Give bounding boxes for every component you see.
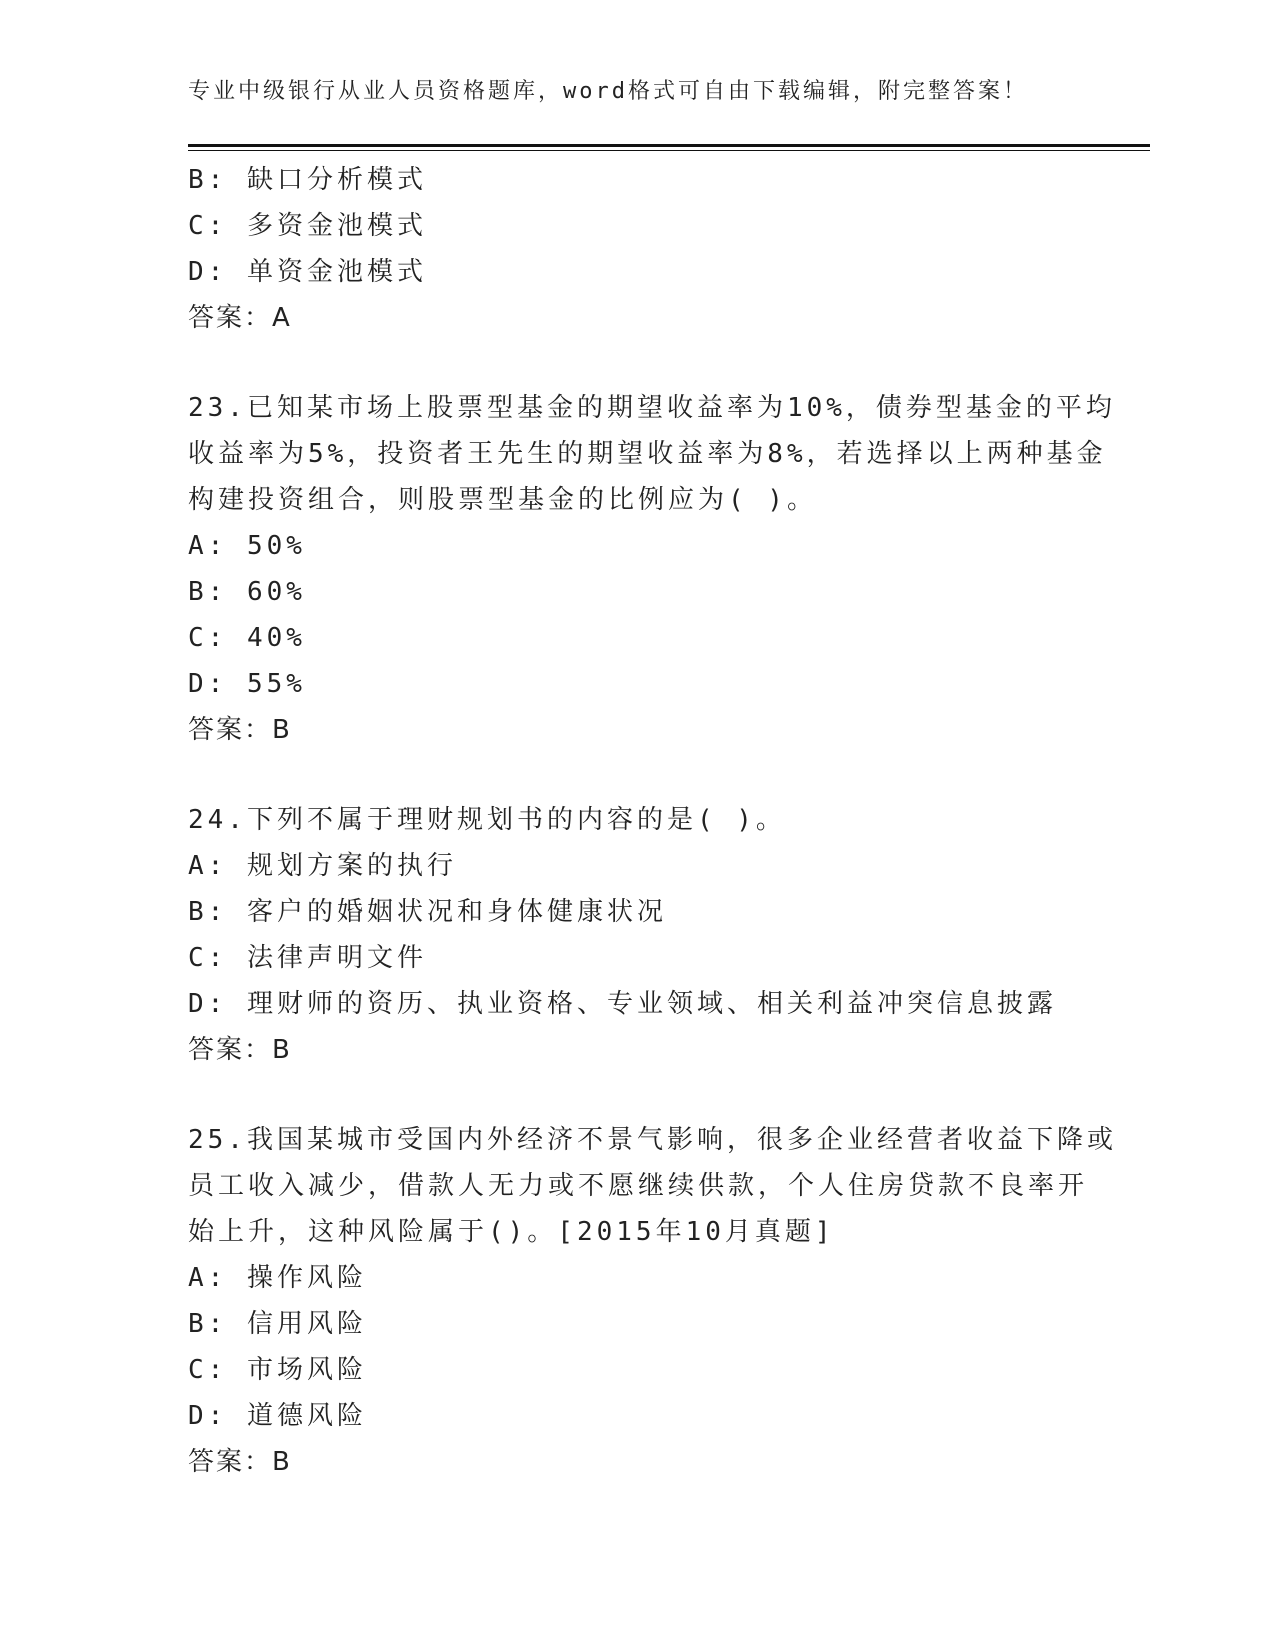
option-a: A: 规划方案的执行 [188,851,457,881]
answer: 答案：A [188,303,292,333]
question-stem-line: 收益率为5%，投资者王先生的期望收益率为8%，若选择以上两种基金 [188,439,1107,469]
question-stem-line: 构建投资组合，则股票型基金的比例应为( )。 [188,485,817,515]
option-b: B: 60% [188,577,306,607]
answer: 答案：B [188,1447,292,1477]
option-b: B: 信用风险 [188,1309,367,1339]
header-rule-thick [188,144,1150,147]
option-c: C: 多资金池模式 [188,211,427,241]
answer: 答案：B [188,1035,292,1065]
question-stem-line: 24.下列不属于理财规划书的内容的是( )。 [188,805,786,835]
option-d: D: 理财师的资历、执业资格、专业领域、相关利益冲突信息披露 [188,989,1057,1019]
option-c: C: 法律声明文件 [188,943,427,973]
question-24 [188,797,1088,1073]
question-content [188,157,1117,1485]
page-header: 专业中级银行从业人员资格题库，word格式可自由下载编辑，附完整答案！ [188,79,1028,104]
question-stem-line: 始上升，这种风险属于()。[2015年10月真题] [188,1217,835,1247]
question-stem-line: 23.已知某市场上股票型基金的期望收益率为10%，债券型基金的平均 [188,393,1116,423]
option-b: B: 客户的婚姻状况和身体健康状况 [188,897,667,927]
question-stem-line: 员工收入减少，借款人无力或不愿继续供款，个人住房贷款不良率开 [188,1171,1089,1201]
answer: 答案：B [188,715,292,745]
header-rule-thin [188,150,1150,151]
question-23 [188,385,1116,753]
option-b: B: 缺口分析模式 [188,165,427,195]
question-25 [188,1117,1117,1485]
question-stem-line: 25.我国某城市受国内外经济不景气影响，很多企业经营者收益下降或 [188,1125,1117,1155]
prev-question [188,157,1088,341]
option-d: D: 道德风险 [188,1401,367,1431]
option-c: C: 市场风险 [188,1355,367,1385]
option-d: D: 55% [188,669,306,699]
option-a: A: 50% [188,531,306,561]
option-a: A: 操作风险 [188,1263,367,1293]
option-d: D: 单资金池模式 [188,257,427,287]
option-c: C: 40% [188,623,306,653]
